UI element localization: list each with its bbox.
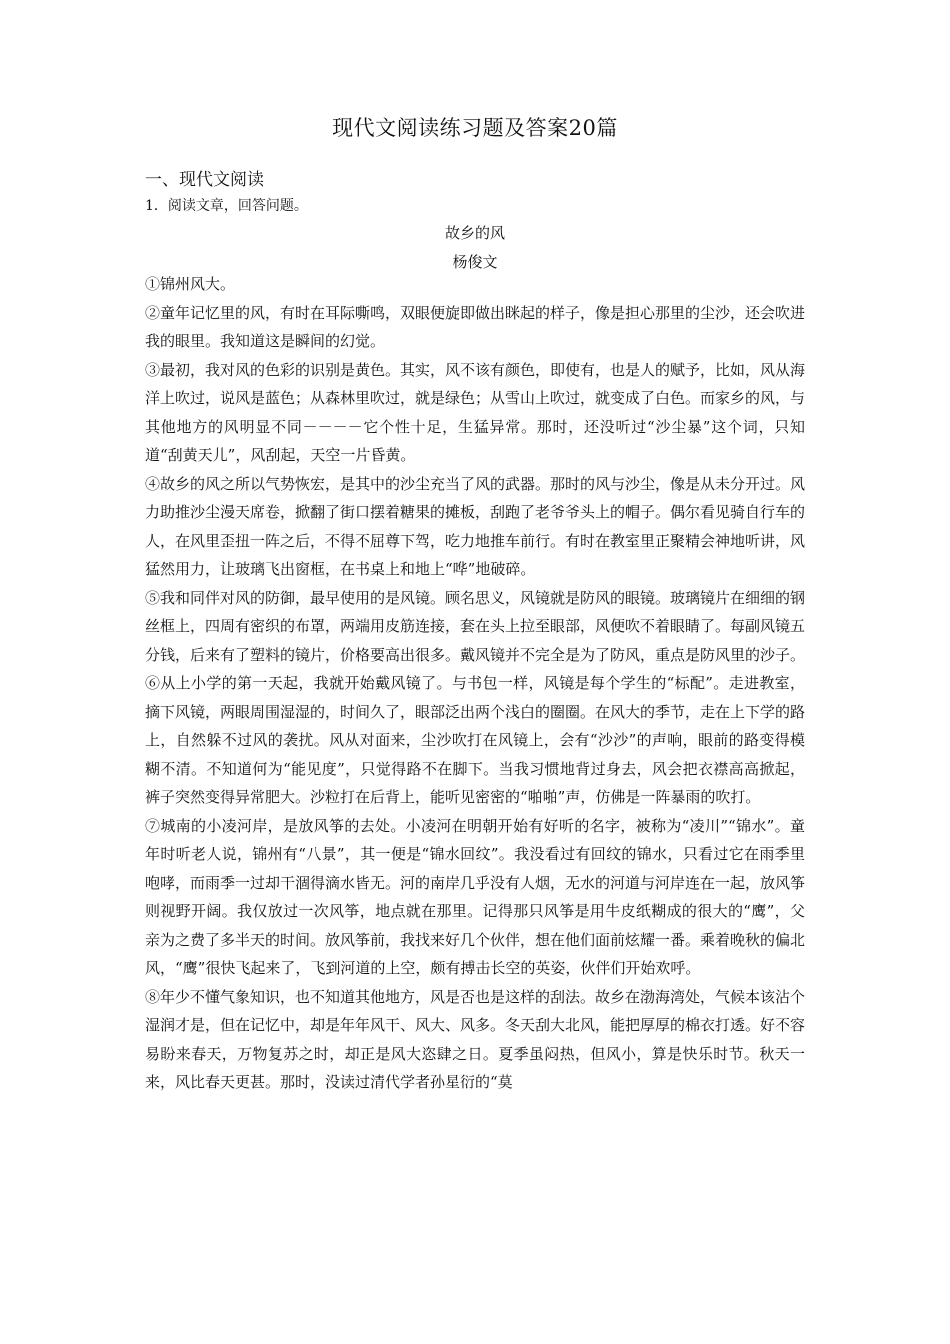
paragraph-2: ②童年记忆里的风，有时在耳际嘶鸣，双眼便旋即做出眯起的样子，像是担心那里的尘沙，还会吹进我的眼里。我知道这是瞬间的幻觉。	[145, 303, 806, 350]
article-body	[145, 270, 805, 1097]
paragraph-8: ⑧年少不懂气象知识，也不知道其他地方，风是否也是这样的刮法。故乡在渤海湾处，气候本该沾个湿润才是，但在记忆中，却是年年风干、风大、风多。冬天刮大北风，能把厚厚的棉衣打透。好不容易盼来春天，万物复苏之时，却正是风大恣肆之日。夏季虽闷热，但风小，算是快乐时节。秋天一来，风比春天更甚。那时，没读过清代学者孙星衍的“莫	[145, 987, 806, 1091]
paragraph-4: ④故乡的风之所以气势恢宏，是其中的沙尘充当了风的武器。那时的风与沙尘，像是从未分开过。风力助推沙尘漫天席卷，掀翻了街口摆着糖果的摊板，刮跑了老爷爷头上的帽子。偶尔看见骑自行车的人，在风里歪扭一阵之后，不得不屈尊下驾，吃力地推车前行。有时在教室里正聚精会神地听讲，风猛然用力，让玻璃飞出窗框，在书桌上和地上“哗”地破碎。	[145, 474, 806, 578]
paragraph-3: ③最初，我对风的色彩的识别是黄色。其实，风不该有颜色，即使有，也是人的赋予，比如，风从海洋上吹过，说风是蓝色；从森林里吹过，就是绿色；从雪山上吹过，就变成了白色。而家乡的风，与其他地方的风明显不同－－－－它个性十足，生猛异常。那时，还没听过“沙尘暴”这个词，只知道“刮黄天儿”，风刮起，天空一片昏黄。	[145, 360, 806, 464]
section-heading: 一、现代文阅读	[145, 170, 264, 190]
document-title: 现代文阅读练习题及答案20篇	[332, 116, 618, 140]
article-title: 故乡的风	[444, 224, 505, 242]
paragraph-6: ⑥从上小学的第一天起，我就开始戴风镜了。与书包一样，风镜是每个学生的“标配”。走进教室，摘下风镜，两眼周围湿湿的，时间久了，眼部泛出两个浅白的圈圈。在风大的季节，走在上下学的路上，自然躲不过风的袭扰。风从对面来，尘沙吹打在风镜上，会有“沙沙”的声响，眼前的路变得模糊不清。不知道何为“能见度”，只觉得路不在脚下。当我习惯地背过身去，风会把衣襟高高掀起，裤子突然变得异常肥大。沙粒打在后背上，能听见密密的“啪啪”声，仿佛是一阵暴雨的吹打。	[145, 674, 806, 806]
paragraph-5: ⑤我和同伴对风的防御，最早使用的是风镜。顾名思义，风镜就是防风的眼镜。玻璃镜片在细细的钢丝框上，四周有密织的布罩，两端用皮筋连接，套在头上拉至眼部，风便吹不着眼睛了。每副风镜五分钱，后来有了塑料的镜片，价格要高出很多。戴风镜并不完全是为了防风，重点是防风里的沙子。	[145, 588, 806, 664]
article-author: 杨俊文	[452, 253, 498, 271]
question-prompt: 1．阅读文章，回答问题。	[145, 198, 308, 214]
paragraph-1: ①锦州风大。	[145, 275, 236, 293]
paragraph-7: ⑦城南的小凌河岸，是放风筝的去处。小凌河在明朝开始有好听的名字，被称为“凌川”“锦水”。童年时听老人说，锦州有“八景”，其一便是“锦水回纹”。我没看过有回纹的锦水，只看过它在雨季里咆哮，而雨季一过却干涸得滴水皆无。河的南岸几乎没有人烟，无水的河道与河岸连在一起，放风筝则视野开阔。我仅放过一次风筝，地点就在那里。记得那只风筝是用牛皮纸糊成的很大的“鹰”，父亲为之费了多半天的时间。放风筝前，我找来好几个伙伴，想在他们面前炫耀一番。乘着晚秋的偏北风，“鹰”很快飞起来了，飞到河道的上空，颇有搏击长空的英姿，伙伴们开始欢呼。	[145, 816, 806, 977]
